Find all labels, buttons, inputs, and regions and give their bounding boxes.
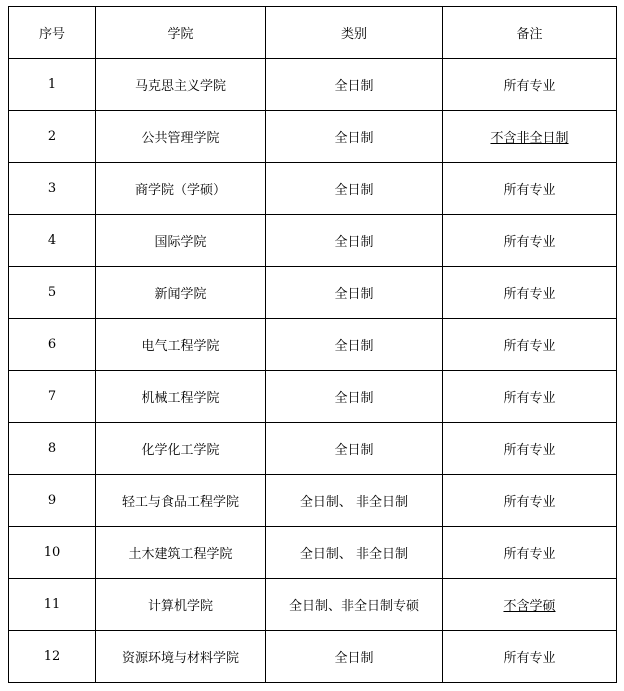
table-row: [9, 631, 617, 683]
cell-college: 国际学院: [96, 215, 266, 267]
cell-college: 计算机学院: [96, 579, 266, 631]
cell-category: 全日制: [266, 371, 443, 423]
header-note: 备注: [443, 7, 617, 59]
table-row: [9, 319, 617, 371]
header-college: 学院: [96, 7, 266, 59]
cell-index: 6: [9, 319, 96, 371]
cell-college: 新闻学院: [96, 267, 266, 319]
cell-note: 所有专业: [443, 267, 617, 319]
cell-note: 不含学硕: [443, 579, 617, 631]
table-row: [9, 59, 617, 111]
cell-category: 全日制: [266, 215, 443, 267]
cell-index: 2: [9, 111, 96, 163]
table-row: [9, 267, 617, 319]
cell-college: 马克思主义学院: [96, 59, 266, 111]
cell-note: 所有专业: [443, 215, 617, 267]
cell-category: 全日制: [266, 631, 443, 683]
cell-note: 所有专业: [443, 423, 617, 475]
table-row: [9, 215, 617, 267]
cell-category: 全日制: [266, 423, 443, 475]
cell-college: 资源环境与材料学院: [96, 631, 266, 683]
cell-note: 所有专业: [443, 631, 617, 683]
cell-category: 全日制: [266, 319, 443, 371]
header-category: 类别: [266, 7, 443, 59]
cell-category: 全日制: [266, 111, 443, 163]
cell-index: 9: [9, 475, 96, 527]
table-header: [9, 7, 617, 59]
cell-college: 轻工与食品工程学院: [96, 475, 266, 527]
table-row: [9, 579, 617, 631]
cell-index: 5: [9, 267, 96, 319]
table-body: [9, 59, 617, 683]
cell-category: 全日制: [266, 163, 443, 215]
cell-index: 1: [9, 59, 96, 111]
cell-category: 全日制: [266, 267, 443, 319]
cell-index: 11: [9, 579, 96, 631]
cell-note: 所有专业: [443, 527, 617, 579]
cell-college: 公共管理学院: [96, 111, 266, 163]
cell-index: 4: [9, 215, 96, 267]
cell-index: 7: [9, 371, 96, 423]
cell-college: 机械工程学院: [96, 371, 266, 423]
cell-note: 所有专业: [443, 163, 617, 215]
header-row: [9, 7, 617, 59]
table-row: [9, 423, 617, 475]
table-row: [9, 371, 617, 423]
header-index: 序号: [9, 7, 96, 59]
table-row: [9, 475, 617, 527]
college-table: [8, 6, 617, 683]
cell-category: 全日制、非全日制专硕: [266, 579, 443, 631]
cell-category: 全日制: [266, 59, 443, 111]
cell-note: 所有专业: [443, 59, 617, 111]
cell-index: 3: [9, 163, 96, 215]
table-row: [9, 111, 617, 163]
cell-note: 所有专业: [443, 319, 617, 371]
cell-index: 12: [9, 631, 96, 683]
cell-index: 10: [9, 527, 96, 579]
table-row: [9, 527, 617, 579]
cell-note: 所有专业: [443, 371, 617, 423]
cell-college: 土木建筑工程学院: [96, 527, 266, 579]
cell-category: 全日制、 非全日制: [266, 475, 443, 527]
cell-college: 商学院（学硕）: [96, 163, 266, 215]
cell-category: 全日制、 非全日制: [266, 527, 443, 579]
cell-index: 8: [9, 423, 96, 475]
cell-college: 化学化工学院: [96, 423, 266, 475]
cell-note: 所有专业: [443, 475, 617, 527]
table-row: [9, 163, 617, 215]
cell-college: 电气工程学院: [96, 319, 266, 371]
cell-note: 不含非全日制: [443, 111, 617, 163]
